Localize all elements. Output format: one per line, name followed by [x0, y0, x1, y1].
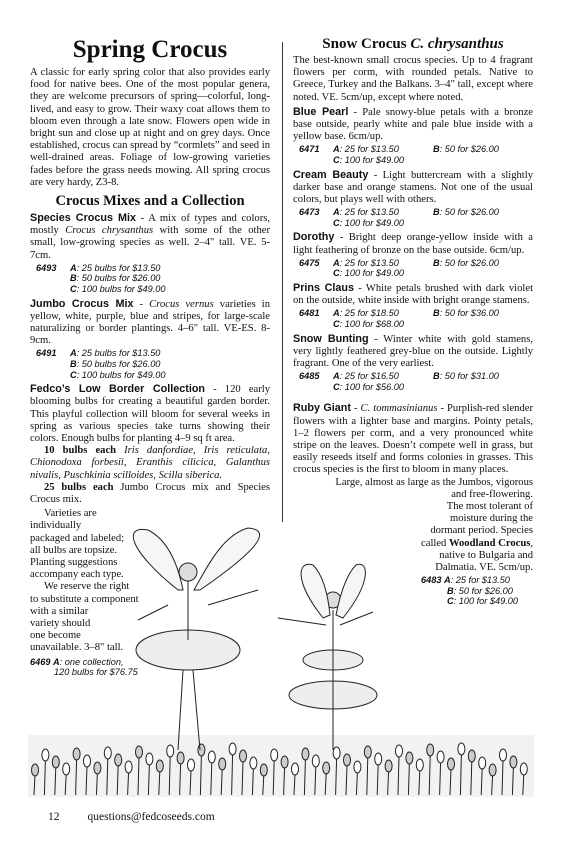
entry-name: Dorothy [293, 231, 335, 244]
entry-name: Fedco’s Low Border Collection [30, 383, 206, 396]
variety-entry: Blue Pearl - Pale snowy-blue petals with a bronze base outside, pearly white and pale blue inside with a yellow base. 6cm/up. [293, 105, 533, 143]
crocus-flower [84, 755, 91, 767]
crocus-flower [146, 753, 153, 765]
item-code: 6481 [299, 308, 320, 319]
variety-entry: Cream Beauty - Light buttercream with a slightly darker base and orange stamens. Not one of the usual colors, but plays well with others. [293, 168, 533, 206]
entry-name: Prins Claus [293, 282, 355, 294]
entry-name: Ruby Giant [293, 402, 351, 415]
crocus-flower [167, 745, 174, 757]
entry-name: Jumbo Crocus Mix [30, 297, 134, 310]
jumbo-crocus-mix: Jumbo Crocus Mix - Crocus vernus varieties in yellow, white, purple, blue and stripes, for large-scale naturalizing or border plantings. 4–6" tall. VE-ES. 8-9cm. [30, 297, 271, 347]
price-block: 6485 A: 25 for $16.50 B: 50 for $31.00 C: 100 for $56.00 [293, 371, 533, 392]
species-crocus-mix: Species Crocus Mix - A mix of types and colors, mostly Crocus chrysanthus with some of the other small, low-growing species as well. 2–4" tall. VE. 5-7cm. [30, 212, 270, 261]
crocus-flower [250, 757, 257, 769]
crocus-flower [260, 764, 267, 776]
crocus-flower [136, 746, 143, 758]
page-footer [48, 811, 215, 823]
item-code: 6485 [299, 371, 320, 382]
crocus-flower [42, 749, 49, 761]
crocus-flower [208, 751, 215, 763]
crocus-flower [323, 762, 330, 774]
crocus-flower [479, 757, 486, 769]
price-block: 6473 A: 25 for $13.50 B: 50 for $26.00 C: 100 for $49.00 [293, 207, 533, 228]
item-code: 6473 [299, 207, 320, 218]
crocus-flower [271, 749, 278, 761]
low-border-collection: Fedco’s Low Border Collection - 120 early blooming bulbs for creating a beautiful garden border. This playful collection will bloom for several weeks in spring as various species take turns showing their colors. Enough bulbs for planting 4–9 sq ft area. [30, 383, 270, 445]
ruby-giant: Ruby Giant - C. tommasinianus - Purplish-red slender flowers with a lighter base and margins. Pointy petals, 1–2 flowers per corm, and a very pronounced white stripe on the leaves. Doesn’t compete well in grass, but easily reseeds itself and forms colonies in grasses. This crocus species is the first to bloom in many places. [293, 402, 534, 476]
page-number: 12 [48, 811, 60, 823]
crocus-flower [312, 755, 319, 767]
intro-paragraph: A classic for early spring color that also provides early food for native bees. One of the most popular genera, they are welcome precursors of spring—colorful, long-lived, and easy to grow. Their waxy coat allows them to bloom even through a late snow. Flowers open wide in bright sun and close up at night and on grey days. Once established, crocus can spread by “cormlets” and seed in well-drained areas. Foliage of low-growing varieties fades before the grass needs mowing. All spring crocus are very hardy, Z3-8. [30, 67, 270, 188]
snow-crocus-title: Snow Crocus C. chrysanthus [322, 36, 504, 52]
crocus-flower [63, 763, 70, 775]
entry-name: Blue Pearl [293, 105, 349, 118]
crocus-flower [364, 746, 371, 758]
price-block: 6469 A: one collection, 120 bulbs for $76.75 [30, 656, 138, 678]
crocus-flower [468, 750, 475, 762]
crocus-flower [416, 759, 423, 771]
snow-crocus-intro: The best-known small crocus species. Up to 4 fragrant flowers per corm, with rounded petals. Native to Greece, Turkey and the Balkans. 3–4" tall, except where noted. VE. 5cm/up, except where noted. [293, 55, 533, 103]
price-block: 6491 A: 25 bulbs for $13.50 B: 50 bulbs for $26.00 C: 100 bulbs for $49.00 [30, 348, 270, 380]
crocus-flower [177, 752, 184, 764]
crocus-flower [458, 743, 465, 755]
crocus-flower [520, 763, 527, 775]
crocus-flower [125, 761, 132, 773]
crocus-flower [240, 750, 247, 762]
item-code: 6483 [421, 575, 442, 586]
item-code: 6491 [36, 348, 57, 359]
entry-name: Species Crocus Mix [30, 212, 136, 225]
entry-name: Cream Beauty [293, 168, 369, 181]
crocus-flower [156, 760, 163, 772]
variety-entry: Snow Bunting - Winter white with gold stamens, very lightly feathered grey-blue on the outside. Lightly fragrant. One of the very earliest. [293, 332, 533, 369]
price-block: 6481 A: 25 for $18.50 B: 50 for $36.00 C: 100 for $68.00 [293, 308, 533, 329]
crocus-flower [385, 760, 392, 772]
crocus-flower [427, 744, 434, 756]
item-code: 6493 [36, 262, 57, 273]
crocus-flower [437, 751, 444, 763]
crocus-flower [32, 764, 39, 776]
item-code: 6469 [30, 656, 51, 667]
price-block: 6475 A: 25 for $13.50 B: 50 for $26.00 C: 100 for $49.00 [293, 258, 533, 279]
section-title: Crocus Mixes and a Collection [55, 193, 245, 210]
crocus-flower [52, 756, 59, 768]
crocus-flower [115, 754, 122, 766]
crocus-flower [396, 745, 403, 757]
crocus-flower [354, 761, 361, 773]
ruby-giant-flow: Large, almost as large as the Jumbos, vigorous and free-flowering. The most tolerant of moisture during the dormant period. Species called Woodland Crocus, native to Bulgaria and Dalmatia. VE. 5cm/up. [335, 476, 533, 574]
crocus-flower [219, 758, 226, 770]
crocus-flower [302, 748, 309, 760]
crocus-flower [73, 748, 80, 760]
crocus-flower [406, 752, 413, 764]
price-block: 6493 A: 25 bulbs for $13.50 B: 50 bulbs for $26.00 C: 100 bulbs for $49.00 [30, 263, 270, 295]
variety-entry: Prins Claus - White petals brushed with dark violet on the outside, white inside with bright orange stamens. [293, 282, 534, 307]
collection-notes: Varieties are individually packaged and labeled; all bulbs are topsize. Planting suggestions accompany each type. We reserve the right to substitute a component with a similar variety should one become unavailable. 3–8" tall. 6469 A: one collection, 120 bulbs for $76.75 [30, 508, 148, 678]
left-column: Spring Crocus A classic for early spring color that also provides early food for native bees. One of the most popular genera, they are welcome precursors of spring—colorful, long-lived, and easy to grow. Their waxy coat allows them to bloom even through a late snow. Flowers open wide in bright sun and close up at night and on grey days. Once established, crocus can spread by “cormlets” and seed in well-drained areas. Foliage of low-growing varieties fades before the grass needs mowing. All spring crocus are very hardy, Z3-8. Crocus Mixes and a Collection Species Crocus Mix - A mix of types and colors, mostly Crocus chrysanthus with some of the other small, low-growing species as well. 2–4" tall. VE. 5-7cm. 6493 A: 25 bulbs for $13.50 B: 50 bulbs for $26.00 C: 100 bulbs for $49.00 Jumbo Crocus Mix - Crocus vernus varieties in yellow, white, purple, blue and stripes, for large-scale naturalizing or border plantings. 4–6" tall. VE-ES. 8-9cm. 6491 A: 25 bulbs for $13.50 B: 50 bulbs for $26.00 C: 100 bulbs for $49.00 Fedco’s Low Border Collection - 120 early blooming bulbs for creating a beautiful garden border. This playful collection will bloom for several weeks in spring as various species take turns showing their colors. Enough bulbs for planting 4–9 sq ft area. 10 bulbs each Iris danfordiae, Iris reticulata, Chionodoxa forbesii, Eranthis cilicica, Galanthus nivalis, Puschkinia scilloides, Scilla siberica. 25 bulbs each Jumbo Crocus mix and Species Crocus mix. Varieties are individually packaged and labeled; all bulbs are topsize. Planting suggestions accompany each type. We reserve the right to substitute a component with a similar variety should one become unavailable. 3–8" tall. 6469 A: one collection, 120 bulbs for $76.75 [30, 36, 271, 678]
crocus-flower [281, 756, 288, 768]
crocus-flower [198, 744, 205, 756]
crocus-flower [229, 743, 236, 755]
crocus-flower [104, 747, 111, 759]
crocus-flower [489, 764, 496, 776]
crocus-flower [188, 759, 195, 771]
item-code: 6475 [299, 257, 320, 268]
crocus-flower [333, 747, 340, 759]
crocus-flower [500, 749, 507, 761]
page-title: Spring Crocus [72, 36, 228, 63]
crocus-flower [510, 756, 517, 768]
variety-entry: Dorothy - Bright deep orange-yellow inside with a light feathering of bronze on the base outside. 6cm/up. [293, 231, 533, 256]
price-block: 6471 A: 25 for $13.50 B: 50 for $26.00 C: 100 for $49.00 [293, 144, 533, 165]
crocus-flower [448, 758, 455, 770]
fairy-illustration [28, 520, 534, 800]
variety-list [293, 106, 533, 393]
crocus-flower [344, 754, 351, 766]
price-block: 6483 A: 25 for $13.50 B: 50 for $26.00 C: 100 for $49.00 [421, 575, 519, 607]
entry-name: Snow Bunting [293, 332, 369, 345]
crocus-flower [94, 762, 101, 774]
column-divider [282, 42, 283, 522]
crocus-flower [292, 763, 299, 775]
contact-email[interactable]: questions@fedcoseeds.com [87, 811, 215, 823]
item-code: 6471 [299, 144, 320, 155]
crocus-flower [375, 753, 382, 765]
